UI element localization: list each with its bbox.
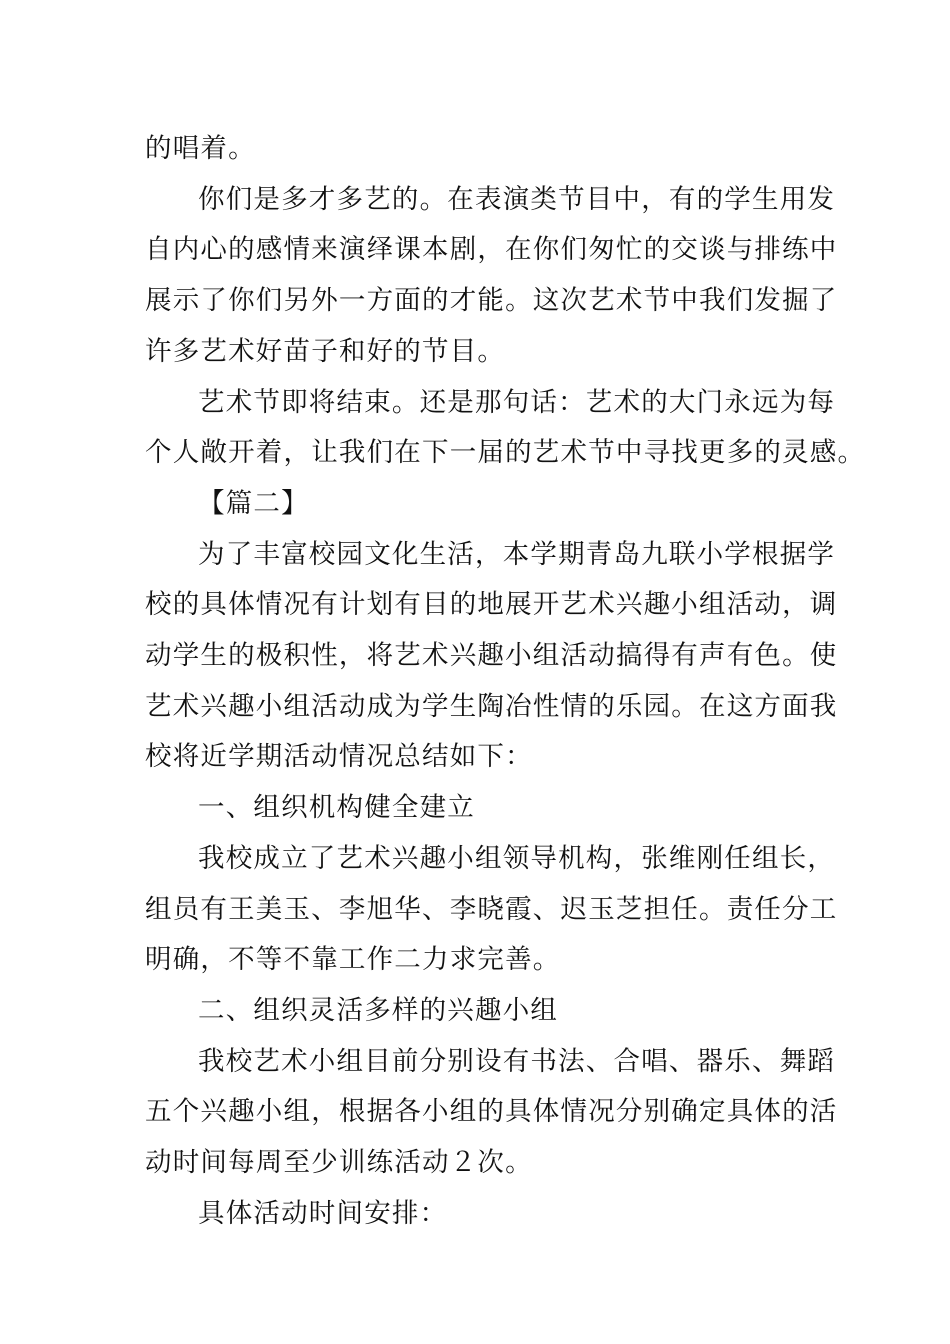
paragraph-9 [145, 1037, 838, 1189]
text-line: 五个兴趣小组，根据各小组的具体情况分别确定具体的活 [145, 1096, 838, 1128]
text-line: 具体活动时间安排： [198, 1197, 448, 1229]
text-line: 你们是多才多艺的。在表演类节目中，有的学生用发 [198, 183, 836, 215]
text-line: 我校艺术小组目前分别设有书法、合唱、器乐、舞蹈 [198, 1045, 836, 1077]
text-line: 许多艺术好苗子和好的节目。 [145, 335, 506, 367]
text-line: 校的具体情况有计划有目的地展开艺术兴趣小组活动，调 [145, 589, 838, 621]
text-line: 动时间每周至少训练活动２次。 [145, 1147, 533, 1179]
text-line: 艺术兴趣小组活动成为学生陶冶性情的乐园。在这方面我 [145, 690, 838, 722]
text-line: 艺术节即将结束。还是那句话：艺术的大门永远为每 [198, 386, 836, 418]
text-line: 明确，不等不靠工作二力求完善。 [145, 944, 561, 976]
section-heading-part-two [145, 479, 810, 530]
heading-organization [145, 783, 810, 834]
text-line: 的唱着。 [145, 133, 256, 164]
paragraph-5 [145, 530, 838, 784]
text-line: 二、组织灵活多样的兴趣小组 [198, 994, 559, 1026]
text-line: 组员有王美玉、李旭华、李晓霞、迟玉芝担任。责任分工 [145, 893, 838, 925]
paragraph-1 [145, 124, 810, 175]
heading-interest-groups [145, 986, 810, 1037]
text-line: 自内心的感情来演绎课本剧，在你们匆忙的交谈与排练中 [145, 234, 838, 266]
paragraph-3 [145, 378, 866, 479]
text-line: 一、组织机构健全建立 [198, 792, 475, 824]
text-line: 展示了你们另外一方面的才能。这次艺术节中我们发掘了 [145, 285, 838, 317]
paragraph-2 [145, 175, 838, 378]
text-line: 动学生的极积性，将艺术兴趣小组活动搞得有声有色。使 [145, 640, 838, 672]
heading-schedule [145, 1189, 810, 1240]
text-line: 我校成立了艺术兴趣小组领导机构，张维刚任组长， [198, 842, 836, 874]
document-body [145, 124, 866, 1239]
text-line: 【篇二】 [198, 487, 309, 519]
text-line: 个人敞开着，让我们在下一届的艺术节中寻找更多的灵感。 [145, 437, 866, 469]
text-line: 校将近学期活动情况总结如下： [145, 741, 533, 773]
paragraph-7 [145, 834, 838, 986]
text-line: 为了丰富校园文化生活，本学期青岛九联小学根据学 [198, 538, 836, 570]
